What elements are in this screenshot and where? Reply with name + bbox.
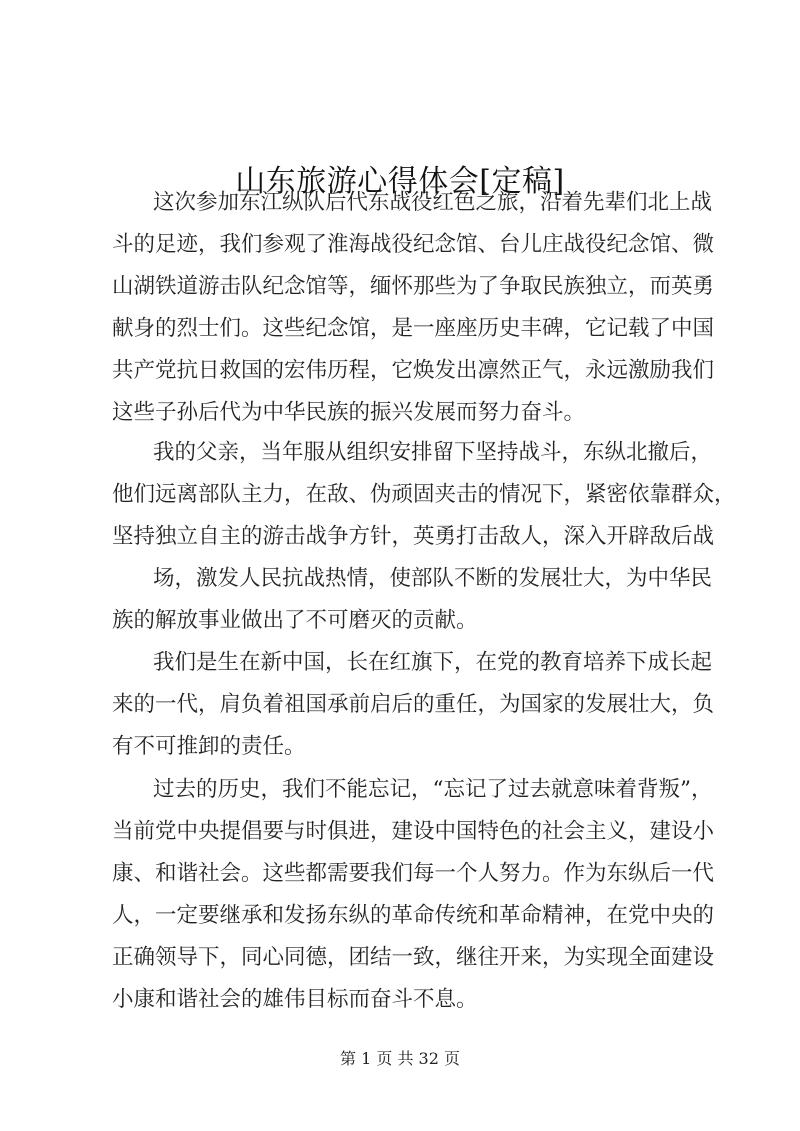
paragraph-line: 他们远离部队主力，在敌、伪顽固夹击的情况下，紧密依靠群众，	[112, 482, 736, 507]
paragraph-line: 我们是生在新中国，长在红旗下，在党的教育培养下成长起	[153, 650, 713, 675]
paragraph-line: 过去的历史，我们不能忘记，“忘记了过去就意味着背叛”，	[153, 777, 713, 802]
paragraph-line: 康、和谐社会。这些都需要我们每一个人努力。作为东纵后一代	[112, 861, 715, 886]
document-title: 山东旅游心得体会[定稿]	[235, 164, 565, 200]
paragraph-line: 族的解放事业做出了不可磨灭的贡献。	[112, 608, 478, 633]
paragraph-line: 斗的足迹，我们参观了淮海战役纪念馆、台儿庄战役纪念馆、微	[112, 232, 715, 257]
paragraph-line: 献身的烈士们。这些纪念馆，是一座座历史丰碑，它记载了中国	[112, 316, 715, 341]
paragraph-line: 小康和谐社会的雄伟目标而奋斗不息。	[112, 987, 478, 1012]
paragraph-line: 共产党抗日救国的宏伟历程，它焕发出凛然正气，永远激励我们	[112, 358, 715, 383]
paragraph-line: 来的一代，肩负着祖国承前启后的重任，为国家的发展壮大，负	[112, 692, 715, 717]
paragraph-line: 正确领导下，同心同德，团结一致，继往开来，为实现全面建设	[112, 945, 715, 970]
paragraph-line: 有不可推卸的责任。	[112, 734, 306, 759]
paragraph-line: 这些子孙后代为中华民族的振兴发展而努力奋斗。	[112, 400, 586, 425]
paragraph-line: 当前党中央提倡要与时俱进，建设中国特色的社会主义，建设小	[112, 819, 715, 844]
paragraph-line: 山湖铁道游击队纪念馆等，缅怀那些为了争取民族独立，而英勇	[112, 274, 715, 299]
paragraph-line: 我的父亲，当年服从组织安排留下坚持战斗，东纵北撤后，	[153, 440, 713, 465]
paragraph-line: 这次参加东江纵队后代东战役红色之旅，沿着先辈们北上战	[153, 190, 713, 215]
paragraph-line: 坚持独立自主的游击战争方针，英勇打击敌人，深入开辟敌后战	[112, 524, 715, 549]
paragraph-line: 人，一定要继承和发扬东纵的革命传统和革命精神，在党中央的	[112, 903, 715, 928]
page-number-footer: 第 1 页 共 32 页	[340, 1049, 460, 1068]
paragraph-line: 场，激发人民抗战热情，使部队不断的发展壮大，为中华民	[153, 566, 713, 591]
